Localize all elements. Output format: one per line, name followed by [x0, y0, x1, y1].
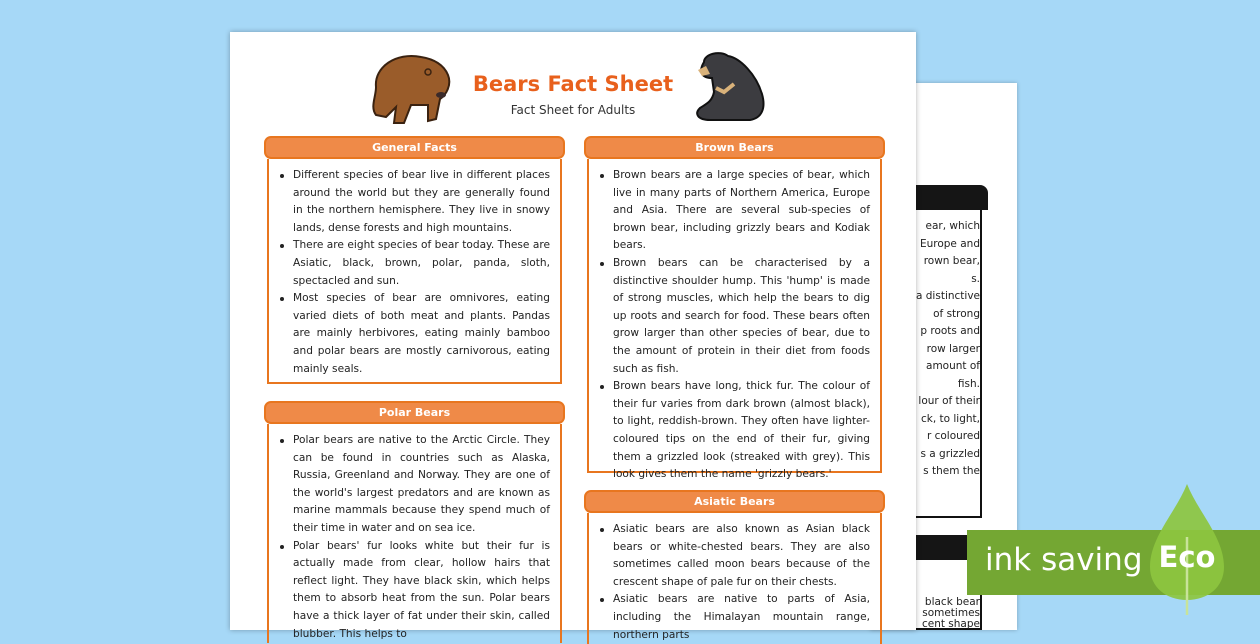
- bullet-list: [597, 167, 870, 484]
- section-brown-bears: [584, 136, 885, 481]
- bullet-list: [597, 521, 870, 644]
- bullet-item: Brown bears can be characterised by a distinctive shoulder hump. This 'hump' is made of strong muscles, which help the bears to dig up roots and search for food. These bears often grow larger than other species of bear, due to the amount of protein in their diet from foods such as fish.: [597, 255, 870, 378]
- back-text-line: sometimes: [922, 607, 980, 619]
- fact-sheet-page: [230, 32, 916, 641]
- back-text-line: rown bear,: [923, 255, 980, 267]
- bullet-item: Different species of bear live in different places around the world but they are generally found in the northern hemisphere. They live in snowy lands, dense forests and high mountains.: [277, 167, 550, 237]
- back-text-line: black bear: [924, 596, 980, 608]
- back-text-line: Europe and: [919, 237, 980, 250]
- section-heading: General Facts: [264, 136, 565, 159]
- back-text-line: a distinctive: [916, 290, 980, 302]
- bullet-item: Most species of bear are omnivores, eating varied diets of both meat and plants. Pandas are mainly herbivores, eating mainly bamboo and polar bears are mostly carnivorous, eating mainly seals.: [277, 290, 550, 378]
- bullet-item: Brown bears are a large species of bear, which live in many parts of Northern America, Europe and Asia. There are several sub-species of brown bear, including grizzly bears and Kodiak bears.: [597, 167, 870, 255]
- bullet-item: Polar bears are native to the Arctic Circle. They can be found in countries such as Alaska, Russia, Greenland and Norway. They are one of the world's largest predators and are known as marine mammals because they spend much of their time in water and on sea ice.: [277, 432, 550, 538]
- back-text-line: amount of: [926, 360, 980, 372]
- bullet-item: Polar bears' fur looks white but their fur is actually made from clear, hollow hairs that reflect light. They have black skin, which helps them to absorb heat from the sun. Polar bears have a thick layer of fat under their skin, called blubber. This helps to: [277, 538, 550, 644]
- back-section-text: [915, 218, 980, 481]
- page-title: Bears Fact Sheet: [472, 72, 674, 96]
- back-text-line: s.: [971, 272, 980, 285]
- back-text-line: lour of their: [918, 395, 980, 407]
- bullet-list: [277, 432, 550, 643]
- eco-label: Eco: [1158, 540, 1216, 574]
- section-heading: Asiatic Bears: [584, 490, 885, 513]
- back-text-line: ck, to light,: [920, 412, 980, 425]
- bullet-item: Asiatic bears are native to parts of Asia, including the Himalayan mountain range, northern parts: [597, 591, 870, 644]
- bullet-item: Brown bears have long, thick fur. The colour of their fur varies from dark brown (almost black), to light, reddish-brown. They often have lighter-coloured tips on the end of their fur, giving them a grizzled look (streaked with grey). This look gives them the name 'grizzly bears.': [597, 378, 870, 484]
- back-text-line: p roots and: [920, 325, 980, 337]
- back-text-line: of strong: [933, 307, 980, 320]
- section-heading: Brown Bears: [584, 136, 885, 159]
- section-polar-bears: [264, 401, 565, 643]
- section-heading: Polar Bears: [264, 401, 565, 424]
- back-text-line: ear, which: [925, 220, 980, 232]
- back-text-line: row larger: [926, 342, 980, 355]
- back-text-line: s a grizzled: [920, 447, 980, 460]
- section-asiatic-bears: [584, 490, 885, 644]
- back-text-line: fish.: [957, 377, 980, 390]
- back-section-text-2: [915, 597, 980, 630]
- black-bear-illustration: [690, 48, 770, 124]
- page-subtitle: Fact Sheet for Adults: [510, 103, 636, 117]
- ink-saving-label: ink saving: [985, 542, 1143, 578]
- bullet-item: Asiatic bears are also known as Asian black bears or white-chested bears. They are also sometimes called moon bears because of the crescent shape of pale fur on their chests.: [597, 521, 870, 591]
- back-text-line: s them the: [923, 465, 980, 477]
- bullet-item: There are eight species of bear today. These are Asiatic, black, brown, polar, panda, sloth, spectacled and sun.: [277, 237, 550, 290]
- back-text-line: r coloured: [926, 430, 980, 442]
- bullet-list: [277, 167, 550, 378]
- back-text-line: cent shape: [921, 618, 980, 630]
- section-general-facts: [264, 136, 565, 384]
